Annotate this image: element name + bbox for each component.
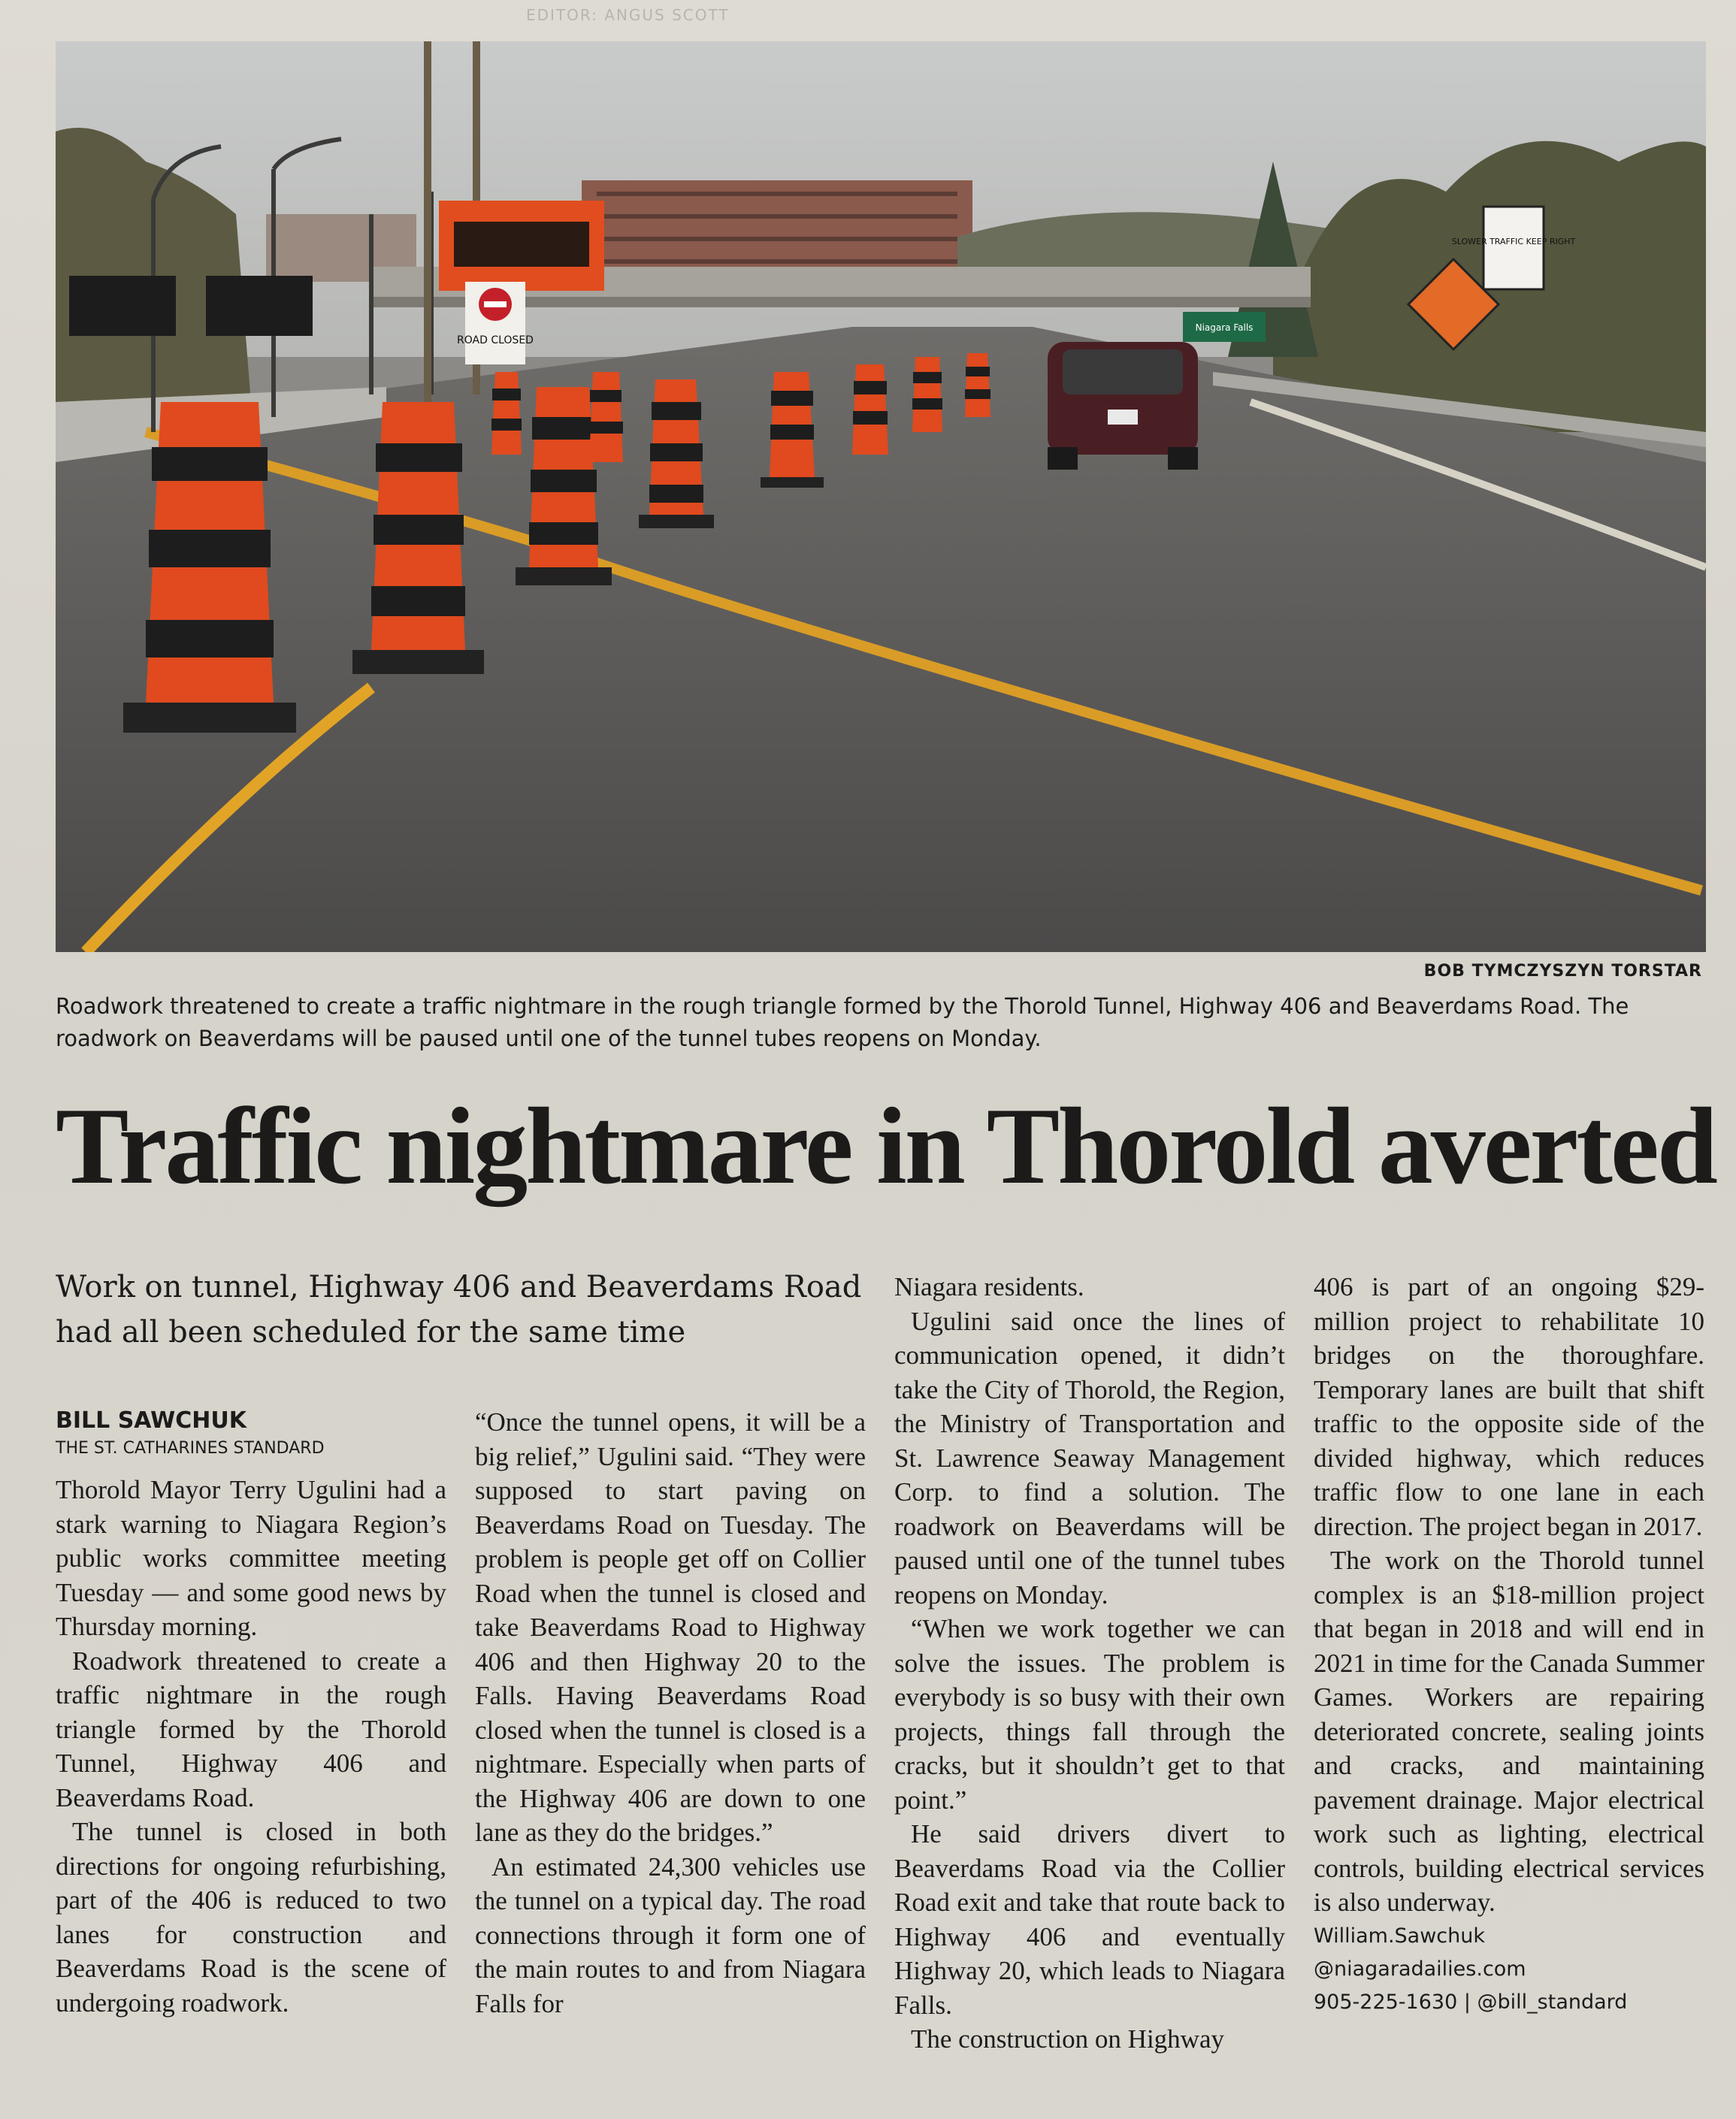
news-photo <box>56 41 1706 952</box>
paragraph: Thorold Mayor Terry Ugulini had a stark warning to Niagara Region’s public works committee meeting Tuesday — and some good news by Thursday morning. <box>56 1475 446 1641</box>
byline-outlet: THE ST. CATHARINES STANDARD <box>56 1439 325 1458</box>
paragraph: Niagara residents. <box>894 1272 1084 1301</box>
article-column-1 <box>56 1473 446 2020</box>
paragraph: The tunnel is closed in both directions for ongoing refurbishing, part of the 406 is reduced to two lanes for construction and Beaverdams Road is the scene of undergoing roadwork. <box>56 1817 446 2018</box>
article-column-3 <box>894 1270 1285 2057</box>
deck-subheadline: Work on tunnel, Highway 406 and Beaverdams Road had all been scheduled for the same time <box>56 1270 862 1350</box>
slower-traffic-sign-text: SLOWER TRAFFIC KEEP RIGHT <box>1451 237 1576 246</box>
paragraph: Roadwork threatened to create a traffic nightmare in the rough triangle formed by the Thorold Tunnel, Highway 406 and Beaverdams Road. <box>56 1646 446 1812</box>
paragraph: He said drivers divert to Beaverdams Road via the Collier Road exit and take that route back to Highway 406 and eventually Highway 20, which leads to Niagara Falls. <box>894 1819 1285 2020</box>
paragraph: 406 is part of an ongoing $29-million project to rehabilitate 10 bridges on the thoroughfare. Temporary lanes are built that shift traffic to the opposite side of the divided highway, which reduces traffic flow to one lane in each direction. The project began in 2017. <box>1314 1272 1704 1541</box>
bleed-through-masthead: EDITOR: ANGUS SCOTT <box>526 6 730 24</box>
paragraph: The work on the Thorold tunnel complex is an $18-million project that began in 2018 and will end in 2021 in time for the Canada Summer Games. Workers are repairing deteriorated concrete, sealing joints and cracks, and maintaining pavement drainage. Major electrical work such as lighting, electrical controls, building electrical services is also underway. <box>1314 1546 1704 1917</box>
article-column-4 <box>1314 1270 1704 2019</box>
author-contact-name: William.Sawchuk <box>1314 1924 1486 1948</box>
author-contact-phone-twitter: 905-225-1630 | @bill_standard <box>1314 1990 1628 2014</box>
green-highway-sign-text: Niagara Falls <box>1195 322 1254 333</box>
roadwork-photo-illustration <box>56 41 1706 952</box>
paragraph: An estimated 24,300 vehicles use the tunnel on a typical day. The road connections through it form one of the main routes to and from Niagara Falls for <box>475 1851 866 2018</box>
photo-caption: Roadwork threatened to create a traffic nightmare in the rough triangle formed by the Thorold Tunnel, Highway 406 and Beaverdams Road. The roadwork on Beaverdams will be paused until one of the tunnel tubes reopens on Monday. <box>56 993 1629 1051</box>
article-column-2 <box>475 1405 866 2021</box>
paragraph: “Once the tunnel opens, it will be a big relief,” Ugulini said. “They were supposed to start paving on Beaverdams Road on Tuesday. The problem is people get off on Collier Road when the tunnel is closed and take Beaverdams Road to Highway 406 and then Highway 20 to the Falls. Having Beaverdams Road closed when the tunnel is closed is a nightmare. Especially when parts of the Highway 406 are down to one lane as they do the bridges.” <box>475 1407 866 1847</box>
paragraph: The construction on Highway <box>911 2024 1224 2054</box>
paragraph: Ugulini said once the lines of communication opened, it didn’t take the City of Thorold, the Region, the Ministry of Transportation and St. Lawrence Seaway Management Corp. to find a solution. The roadwork on Beaverdams will be paused until one of the tunnel tubes reopens on Monday. <box>894 1306 1285 1610</box>
byline: BILL SAWCHUK <box>56 1407 247 1434</box>
paragraph: “When we work together we can solve the issues. The problem is everybody is so busy with their own projects, things fall through the cracks, but it shouldn’t get to that point.” <box>894 1614 1285 1815</box>
headline: Traffic nightmare in Thorold averted <box>56 1085 1716 1207</box>
photo-credit: BOB TYMCZYSZYN TORSTAR <box>1423 962 1702 981</box>
author-contact-email: @niagaradailies.com <box>1314 1957 1526 1981</box>
road-closed-sign-text: ROAD CLOSED <box>457 334 534 346</box>
